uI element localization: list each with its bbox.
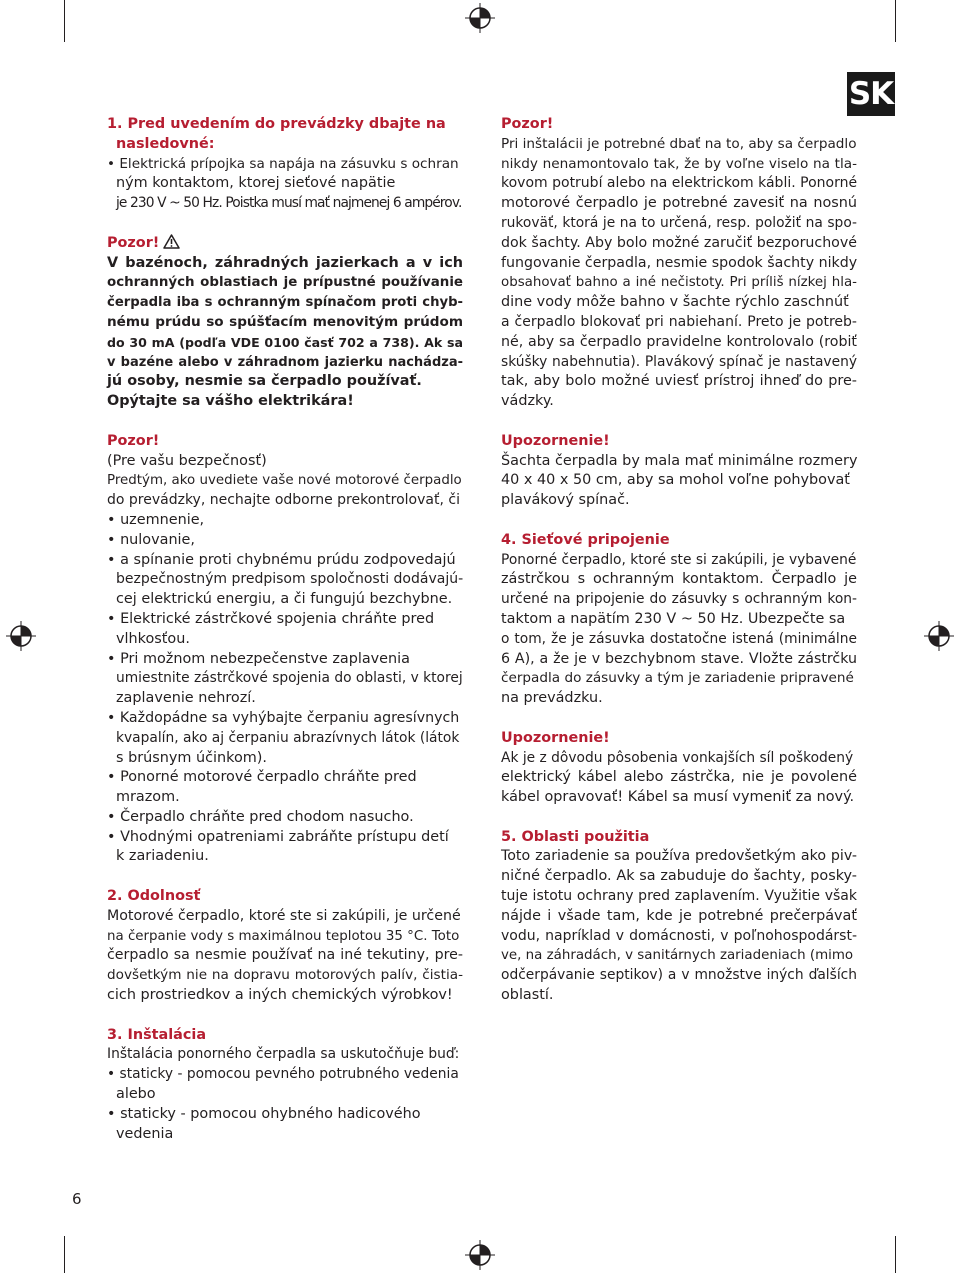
text-line: 6 A), a že je v bezchybnom stave. Vložte zástrčku <box>501 650 857 667</box>
warning-text: V bazénoch, záhradných jazierkach a v ich <box>107 254 463 271</box>
text-line: rukoväť, ktorá je na to určená, resp. položiť na spo- <box>501 214 857 231</box>
warning-label: Pozor! <box>107 234 160 251</box>
text-line: 40 x 40 x 50 cm, aby sa mohol voľne pohybovať <box>501 472 850 489</box>
trim-mark-bottom-left <box>64 1236 65 1273</box>
text-line: oblastí. <box>501 987 554 1004</box>
list-item: • Elektrické zástrčkové spojenia chráňte pred <box>107 610 435 627</box>
warning-text: jú osoby, nesmie sa čerpadlo používať. <box>107 373 422 390</box>
registration-mark-icon <box>465 1240 495 1270</box>
text-line: (Pre vašu bezpečnosť) <box>107 452 267 469</box>
section-4 <box>501 531 857 709</box>
section-2 <box>107 887 463 1006</box>
text-line: • Elektrická prípojka sa napája na zásuvku s ochran <box>107 155 459 172</box>
text-line: plavákový spínač. <box>501 492 630 509</box>
text-line: s brúsnym účinkom). <box>116 749 267 766</box>
list-item: • staticky - pomocou ohybného hadicového <box>107 1105 421 1122</box>
text-line: zástrčkou s ochranným kontaktom. Čerpadlo je <box>501 571 857 588</box>
text-line: ným kontaktom, ktorej sieťové napätie <box>116 175 396 192</box>
text-line: Predtým, ako uvediete vaše nové motorové čerpadlo <box>107 473 462 489</box>
list-item: • Pri možnom nebezpečenstve zaplavenia <box>107 650 410 667</box>
caution-triangle-icon <box>163 234 180 249</box>
text-line: na čerpanie vody s maximálnou teplotou 35 °C. Toto <box>107 928 460 944</box>
text-line: ve, na záhradách, v sanitárnych zariadeniach (mimo <box>501 948 854 964</box>
warning-text: do 30 mA (podľa VDE 0100 časť 702 a 738). Ak sa <box>107 334 463 350</box>
installation-warning <box>501 115 857 412</box>
list-item: • uzemnenie, <box>107 511 205 528</box>
text-line: tuje istotu ochrany pred zaplavením. Využitie však <box>501 888 857 905</box>
text-line: na prevádzku. <box>501 690 603 707</box>
text-line: nájde i všade tam, kde je potrebné prečerpávať <box>501 907 857 924</box>
text-line: ničné čerpadlo. Ak sa zabuduje do šachty, posky- <box>501 868 857 885</box>
warning-label: Pozor! <box>501 116 554 132</box>
section-4-heading: 4. Sieťové pripojenie <box>501 531 670 548</box>
text-line: odčerpávanie septikov) a v množstve iných ďalších <box>501 967 857 984</box>
text-line: Ponorné čerpadlo, ktoré ste si zakúpili, je vybavené <box>501 551 857 568</box>
text-line: Pri inštalácii je potrebné dbať na to, aby sa čerpadlo <box>501 135 857 152</box>
text-line: Šachta čerpadla by mala mať minimálne rozmery <box>501 452 858 469</box>
list-item: • staticky - pomocou pevného potrubného vedenia <box>107 1066 459 1083</box>
list-item: • Ponorné motorové čerpadlo chráňte pred <box>107 769 417 786</box>
section-5 <box>501 828 857 1006</box>
text-line: čerpadlo sa nesmie používať na iné tekutiny, pre- <box>107 947 463 964</box>
warning-text: nému prúdu so spúšťacím menovitým prúdom <box>107 313 463 330</box>
list-item: • Vhodnými opatreniami zabráňte prístupu detí <box>107 828 449 845</box>
text-line: obsahovať bahno a iné nečistoty. Pri príliš nízkej hla- <box>501 275 857 291</box>
text-line: elektrický kábel alebo zástrčka, nie je povolené <box>501 769 857 786</box>
text-line: vlhkosťou. <box>116 630 190 647</box>
warning-text: ochranných oblastiach je prípustné používanie <box>107 275 463 291</box>
list-item: • a spínanie proti chybnému prúdu zodpovedajú <box>107 551 456 568</box>
trim-mark-top-left <box>64 0 65 42</box>
text-line: fungovanie čerpadla, nesmie spodok šachty nikdy <box>501 254 858 271</box>
text-line: dine vody môže bahno v šachte rýchlo zaschnúť <box>501 294 849 311</box>
registration-mark-icon <box>924 621 954 651</box>
section-3 <box>107 1026 463 1145</box>
text-line: vedenia <box>116 1125 174 1142</box>
text-line: vádzky. <box>501 393 554 410</box>
text-line: cej elektrickú energiu, a či fungujú bezchybne. <box>116 591 453 608</box>
text-line: cich prostriedkov a iných chemických výrobkov! <box>107 987 453 1004</box>
text-line: nikdy nenamontovalo tak, že by voľne viselo na tla- <box>501 155 857 172</box>
section-5-heading: 5. Oblasti použitia <box>501 828 650 845</box>
page-number: 6 <box>72 1190 82 1208</box>
text-line: Motorové čerpadlo, ktoré ste si zakúpili, je určené <box>107 907 461 924</box>
section-1-heading-cont: nasledovné: <box>116 135 215 152</box>
safety-label: Pozor! <box>107 432 160 449</box>
text-line: Ak je z dôvodu pôsobenia vonkajších síl poškodený <box>501 749 854 766</box>
text-line: kábel opravovať! Kábel sa musí vymeniť za nový. <box>501 789 855 806</box>
warning-block <box>107 234 463 412</box>
text-line: k zariadeniu. <box>116 848 209 865</box>
section-1-heading: 1. Pred uvedením do prevádzky dbajte na <box>107 116 446 132</box>
text-line: motorové čerpadlo je potrebné zavesiť na nosnú <box>501 195 857 212</box>
list-item: • Každopádne sa vyhýbajte čerpaniu agresívnych <box>107 709 460 726</box>
text-line: tak, aby bolo možné uviesť prístroj ihneď do pre- <box>501 373 857 390</box>
warning-text: Opýtajte sa vášho elektrikára! <box>107 393 354 410</box>
text-line: né, aby sa čerpadlo pravidelne kontrolovalo (robiť <box>501 333 857 350</box>
text-line: Inštalácia ponorného čerpadla sa uskutočňuje buď: <box>107 1046 460 1063</box>
text-line: dok šachty. Aby bolo možné zaručiť bezporuchové <box>501 234 857 251</box>
text-line: o tom, že je zásuvka dostatočne istená (minimálne <box>501 630 857 647</box>
text-line: bezpečnostným predpisom spoločnosti dodávajú- <box>116 571 464 588</box>
notice-block-2 <box>501 729 857 808</box>
text-line: je 230 V ~ 50 Hz. Poistka musí mať najmenej 6 ampérov. <box>116 195 462 212</box>
section-2-heading: 2. Odolnosť <box>107 888 201 905</box>
right-column <box>501 115 857 1006</box>
text-line: taktom a napätím 230 V ~ 50 Hz. Ubezpečte sa <box>501 610 846 627</box>
list-item: • Čerpadlo chráňte pred chodom nasucho. <box>107 808 414 825</box>
trim-mark-top-right <box>895 0 896 42</box>
trim-mark-bottom-right <box>895 1236 896 1273</box>
text-line: a čerpadlo blokovať pri nabiehaní. Preto je potreb- <box>501 313 857 330</box>
notice-label: Upozornenie! <box>501 729 610 746</box>
safety-block <box>107 432 463 868</box>
text-line: skúšky nabehnutia). Plavákový spínač je nastavený <box>501 353 857 370</box>
text-line: kovom potrubí alebo na elektrickom kábli. Ponorné <box>501 175 858 192</box>
notice-block <box>501 432 857 511</box>
text-line: umiestnite zástrčkové spojenia do oblasti, v ktorej <box>116 670 463 687</box>
text-line: dovšetkým nie na dopravu motorových palív, čistia- <box>107 967 463 984</box>
section-3-heading: 3. Inštalácia <box>107 1026 207 1043</box>
registration-mark-icon <box>6 621 36 651</box>
list-item: • nulovanie, <box>107 531 195 548</box>
text-line: kvapalín, ako aj čerpaniu abrazívnych látok (látok <box>116 729 460 746</box>
text-line: do prevádzky, nechajte odborne prekontrolovať, či <box>107 492 460 509</box>
language-badge: SK <box>847 72 895 116</box>
warning-text: čerpadla iba s ochranným spínačom proti chyb- <box>107 295 463 311</box>
text-line: čerpadla do zásuvky a tým je zariadenie pripravené <box>501 670 854 687</box>
text-line: zaplavenie nehrozí. <box>116 690 256 707</box>
registration-mark-icon <box>465 3 495 33</box>
left-column <box>107 115 463 1144</box>
text-line: mrazom. <box>116 789 180 806</box>
text-line: Toto zariadenie sa používa predovšetkým ako piv- <box>501 848 857 865</box>
text-line: vodu, napríklad v domácnosti, v poľnohospodárst- <box>501 927 857 944</box>
section-1 <box>107 115 463 214</box>
notice-label: Upozornenie! <box>501 432 610 449</box>
text-line: alebo <box>116 1086 156 1103</box>
warning-text: v bazéne alebo v záhradnom jazierku nachádza- <box>107 354 463 370</box>
text-line: určené na pripojenie do zásuvky s ochranným kon- <box>501 591 857 608</box>
